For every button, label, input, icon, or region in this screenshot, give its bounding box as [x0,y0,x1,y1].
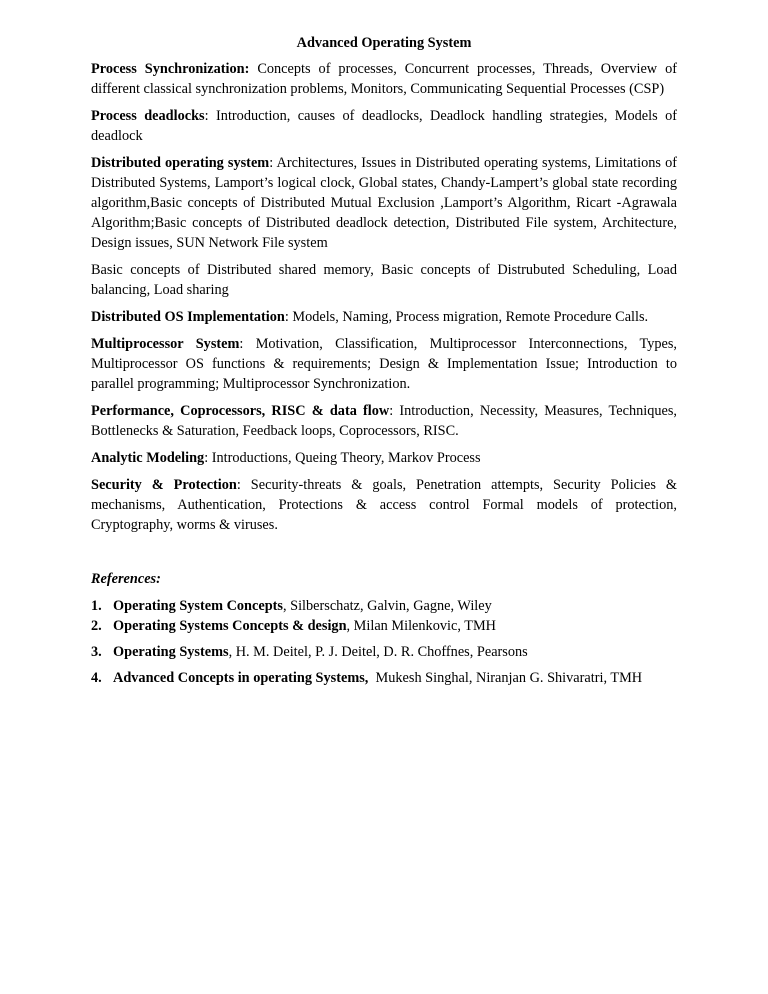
section-distributed-os-implementation [91,307,677,327]
section-security-protection [91,475,677,535]
section-heading: Performance, Coprocessors, RISC & data flow [91,403,390,419]
reference-number: 2. [91,618,102,634]
references-list [91,596,677,688]
reference-title: Operating Systems Concepts & design [113,618,347,634]
reference-authors: , Silberschatz, Galvin, Gagne, Wiley [282,598,492,614]
section-heading: Distributed OS Implementation [91,309,285,325]
section-heading: Process Synchronization: [91,61,250,77]
reference-authors: , H. M. Deitel, P. J. Deitel, D. R. Choffnes, Pearsons [228,644,528,660]
reference-number: 3. [91,644,102,660]
reference-number: 4. [91,670,102,686]
reference-title: Operating System Concepts [113,598,283,614]
section-distributed-shared-memory [91,260,677,300]
section-heading: Multiprocessor System [91,336,240,352]
section-text: : Introduction, Necessity, Measures, Techniques, Bottlenecks & Saturation, Feedback loops, Coprocessors, RISC. [91,403,677,439]
document-page [91,33,677,688]
reference-item [91,642,677,662]
section-analytic-modeling [91,448,677,468]
section-distributed-operating-system [91,153,677,253]
section-heading: Analytic Modeling [91,450,205,466]
section-text: : Security-threats & goals, Penetration attempts, Security Policies & mechanisms, Authentication, Protections & access control Formal models of protection, Cryptography, worms & viruses. [91,477,677,533]
section-performance [91,401,677,441]
reference-item [91,596,677,616]
section-process-deadlocks [91,106,677,146]
references-heading: References: [91,571,161,587]
section-text: : Architectures, Issues in Distributed operating systems, Limitations of Distributed Systems, Lamport’s logical clock, Global states, Chandy-Lampert’s global state recording algorithm,Basic concepts of Distributed Mutual Exclusion ,Lamport’s Algorithm, Ricart -Agrawala Algorithm;Basic concepts of Distributed deadlock detection, Distributed File system, Architecture, Design issues, SUN Network File system [91,155,677,251]
section-text: : Motivation, Classification, Multiprocessor Interconnections, Types, Multiprocessor OS functions & requirements; Design & Implementation Issue; Introduction to parallel programming; Multiprocessor Synchronization. [91,336,677,392]
page-title: Advanced Operating System [296,35,472,51]
reference-item [91,616,677,636]
section-text: Concepts of processes, Concurrent processes, Threads, Overview of different classical synchronization problems, Monitors, Communicating Sequential Processes (CSP) [91,61,678,97]
reference-title: Advanced Concepts in operating Systems, [113,670,369,686]
reference-item [91,668,677,688]
section-text: Basic concepts of Distributed shared memory, Basic concepts of Distrubuted Scheduling, Load balancing, Load sharing [91,262,677,298]
section-multiprocessor-system [91,334,677,394]
section-text: : Introductions, Queing Theory, Markov Process [204,450,481,466]
section-heading: Security & Protection [91,477,237,493]
reference-title: Operating Systems [113,644,229,660]
section-heading: Distributed operating system [91,155,270,171]
section-text: : Introduction, causes of deadlocks, Deadlock handling strategies, Models of deadlock [91,108,677,144]
section-process-synchronization [91,59,677,99]
reference-authors: Mukesh Singhal, Niranjan G. Shivaratri, TMH [368,670,643,686]
reference-authors: , Milan Milenkovic, TMH [346,618,496,634]
reference-number: 1. [91,598,102,614]
section-heading: Process deadlocks [91,108,205,124]
section-text: : Models, Naming, Process migration, Remote Procedure Calls. [284,309,649,325]
